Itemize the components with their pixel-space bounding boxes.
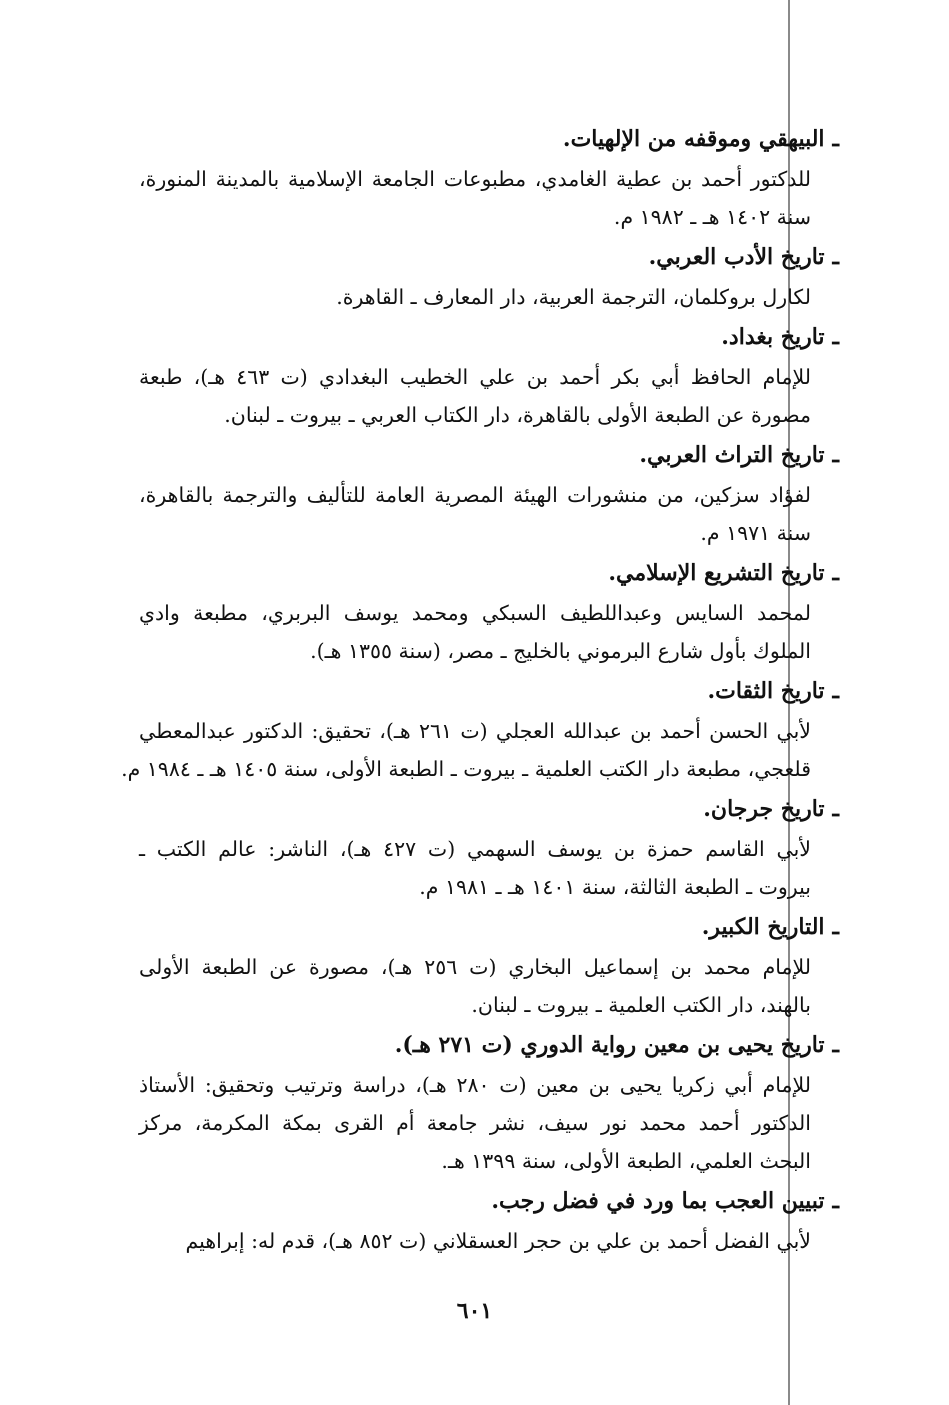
entry-title [139,552,839,594]
entry-title [139,1024,839,1066]
entry-dash: ـ [832,1188,839,1214]
bibliography-entry [139,788,839,906]
bibliography-entry [139,1180,839,1260]
entry-title-text: تاريخ الثقات. [707,678,825,704]
entry-title [139,788,839,830]
bibliography-entry [139,552,839,670]
entry-description-line: لكارل بروكلمان، الترجمة العربية، دار المعارف ـ القاهرة. [336,285,811,309]
entry-description-line: للإمام أبي زكريا يحيى بن معين (ت ٢٨٠ هـ)، دراسة وترتيب وتحقيق: الأستاذ [139,1073,811,1097]
page-number: ٦٠١ [456,1298,493,1324]
entry-title-text: تاريخ التراث العربي. [639,442,825,468]
bibliography-entry [139,434,839,552]
entry-dash: ـ [832,244,839,270]
entry-dash: ـ [832,560,839,586]
entry-description-line: للإمام محمد بن إسماعيل البخاري (ت ٢٥٦ هـ)، مصورة عن الطبعة الأولى [139,955,811,979]
entry-title [139,434,839,476]
entry-title-text: تاريخ الأدب العربي. [648,244,825,270]
entry-description-line: الملوك بأول شارع البرموني بالخليج ـ مصر، (سنة ١٣٥٥ هـ). [310,639,811,663]
entry-description-line: للدكتور أحمد بن عطية الغامدي، مطبوعات الجامعة الإسلامية بالمدينة المنورة، [139,167,811,191]
bibliography-entry [121,670,839,788]
entry-description-line: لأبي القاسم حمزة بن يوسف السهمي (ت ٤٢٧ هـ)، الناشر: عالم الكتب ـ [139,837,811,861]
bibliography-entry [139,906,839,1024]
entry-description-line: قلعجي، مطبعة دار الكتب العلمية ـ بيروت ـ الطبعة الأولى، سنة ١٤٠٥ هـ ـ ١٩٨٤ م. [121,757,811,781]
entry-description-line: بيروت ـ الطبعة الثالثة، سنة ١٤٠١ هـ ـ ١٩٨١ م. [419,875,811,899]
entry-title [139,670,839,712]
entry-description-line: لمحمد السايس وعبداللطيف السبكي ومحمد يوسف البربري، مطبعة وادي [139,601,811,625]
entry-title-text: تاريخ التشريع الإسلامي. [608,560,825,586]
entry-description-line: لأبي الفضل أحمد بن علي بن حجر العسقلاني (ت ٨٥٢ هـ)، قدم له: إبراهيم [185,1229,811,1253]
entry-title [139,236,839,278]
entry-dash: ـ [832,126,839,152]
entry-title-text: تاريخ بغداد. [721,324,825,350]
entry-description-line: الدكتور أحمد محمد نور سيف، نشر جامعة أم القرى بمكة المكرمة، مركز [139,1111,811,1135]
bibliography-entry [139,316,839,434]
entry-dash: ـ [832,678,839,704]
bibliography-entry [139,236,839,316]
entry-description-line: مصورة عن الطبعة الأولى بالقاهرة، دار الكتاب العربي ـ بيروت ـ لبنان. [224,403,811,427]
entry-title-text: تبيين العجب بما ورد في فضل رجب. [491,1188,825,1214]
entry-title [139,906,839,948]
entry-description-line: سنة ١٤٠٢ هـ ـ ١٩٨٢ م. [613,205,811,229]
entry-title-text: التاريخ الكبير. [701,914,825,940]
entry-description-line: لأبي الحسن أحمد بن عبدالله العجلي (ت ٢٦١ هـ)، تحقيق: الدكتور عبدالمعطي [139,719,811,743]
entry-description-line: لفؤاد سزكين، من منشورات الهيئة المصرية العامة للتأليف والترجمة بالقاهرة، [139,483,811,507]
entry-dash: ـ [832,442,839,468]
entry-title-text: تاريخ جرجان. [703,796,825,822]
bibliography-entry [139,118,839,236]
entry-title [139,316,839,358]
entry-description-line: للإمام الحافظ أبي بكر أحمد بن علي الخطيب البغدادي (ت ٤٦٣ هـ)، طبعة [139,365,811,389]
entry-description-line: سنة ١٩٧١ م. [700,521,811,545]
entry-title [139,1180,839,1222]
entry-description-line: بالهند، دار الكتب العلمية ـ بيروت ـ لبنان. [471,993,811,1017]
entry-dash: ـ [832,1032,839,1058]
entry-description-line: البحث العلمي، الطبعة الأولى، سنة ١٣٩٩ هـ. [441,1149,811,1173]
entry-title [139,118,839,160]
bibliography-list [121,118,839,1260]
entry-dash: ـ [832,914,839,940]
bibliography-entry [139,1024,839,1180]
entry-title-text: تاريخ يحيى بن معين رواية الدوري (ت ٢٧١ هـ). [394,1032,825,1058]
entry-title-text: البيهقي وموقفه من الإلهيات. [562,126,825,152]
entry-dash: ـ [832,324,839,350]
entry-dash: ـ [832,796,839,822]
